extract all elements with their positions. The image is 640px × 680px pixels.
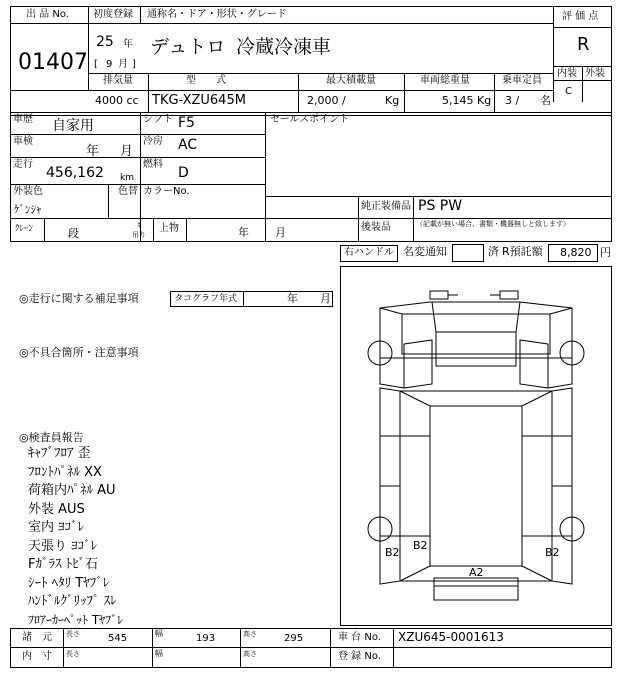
color-label: 外装色 [13,186,43,197]
max-load-label: 最大積載量 [326,75,376,86]
body-type: 冷蔵冷凍車 [236,36,332,58]
outer-height-value: 295 [284,633,304,644]
outer-height-label: 高さ [243,630,257,638]
tachograph-month-unit: 月 [320,292,331,305]
registration-month: 9 [106,59,113,70]
right-door [520,340,548,388]
steering-value: 右ハンドル [344,247,394,258]
ac-value: AC [178,137,198,153]
fuel-label: 燃料 [143,159,163,170]
grade-label: 評 価 点 [562,11,599,22]
inspection-month-unit: 月 [120,144,134,159]
crane-year-unit: 年 [238,226,249,239]
mileage-unit: km [120,173,134,183]
driving-notes-label: ◎走行に関する補足事項 [19,292,139,305]
truck-diagram [340,266,612,626]
inner-height-label: 高さ [243,650,257,658]
left-mirror [430,291,448,299]
crane-stage-unit: 段 [68,227,79,240]
report-line: ﾊﾝﾄﾞﾙｸﾞﾘｯﾌﾟ ｽﾚ [28,594,117,609]
mileage-value: 456,162 [46,165,104,181]
capacity-unit: 名 [540,94,551,107]
crane-month-unit: 月 [275,226,286,239]
ac-label: 冷房 [143,136,163,147]
shift-value: F5 [178,115,195,131]
shift-label: シフト [143,114,173,125]
registration-year: 25 [96,34,114,50]
right-mirror [500,291,518,299]
month-unit: 月 [118,59,128,70]
inner-dimensions-label: 内 寸 [22,651,52,662]
capacity-label: 乗車定員 [502,75,542,86]
crane-top-label: 上物 [159,223,179,234]
windshield [432,302,520,332]
max-load-unit: Kg [385,94,400,107]
month-open-bracket: [ [94,59,98,70]
model-name: デュトロ [150,36,226,58]
mark-b2-inner: B2 [413,539,428,552]
outer-length-value: 545 [108,633,128,644]
outer-width-label: 幅 [155,629,163,638]
mileage-label: 走行 [13,159,33,170]
month-close-bracket: ] [132,59,136,70]
first-registration-label: 初度登録 [93,9,133,20]
gvw-value: 5,145 [442,94,474,107]
outer-length-label: 長さ [66,630,80,638]
inspection-year-unit: 年 [86,144,100,159]
model-code-value: TKG-XZU645M [152,93,246,108]
deposit-label: R預託額 [502,245,543,258]
model-code-label: 型 式 [186,75,226,86]
report-line: 室内 ﾖｺﾞﾚ [28,520,85,535]
outer-width-value: 193 [196,633,216,644]
interior-grade: C [565,86,572,97]
inspector-report-label: ◎検査員報告 [19,431,84,444]
capacity-value: 3 / [505,94,520,107]
mark-b2-left: B2 [385,546,400,559]
report-line: ﾌﾛｱｰｶｰﾍﾟｯﾄ Tﾔﾌﾞﾚ [28,613,124,627]
name-change-notice-box [452,244,484,262]
gvw-unit: Kg [477,94,492,107]
left-door [404,340,432,388]
lot-number-label: 出 品 No. [26,9,69,20]
model-info-label: 通称名・ドア・形状・グレード [147,9,287,20]
history-value: 自家用 [52,118,94,134]
chassis-number: XZU645-0001613 [398,630,504,644]
inner-length-label: 長さ [66,650,80,658]
fuel-value: D [178,165,189,181]
report-line: ｼｰﾄ ﾍﾀﾘ Tﾔﾌﾞﾚ [28,576,110,591]
name-change-notice-label: 名変通知 [403,245,447,258]
exterior-label: 外装 [585,68,605,79]
mark-b2-right: B2 [545,546,560,559]
equipment-value: PS PW [418,198,463,214]
crane-ton-unit: t [138,221,141,229]
max-load-value: 2,000 / [307,94,346,107]
color-value: ｹﾞﾝｼｬ [14,203,42,216]
tachograph-label: タコグラフ年式 [174,294,238,304]
cab-roof [380,302,572,358]
report-line: 天張り ﾖｺﾞﾚ [28,539,98,554]
report-line: 荷箱内ﾊﾟﾈﾙ AU [28,483,116,498]
mark-a2: A2 [469,566,484,579]
color-change-label: 色替 [118,186,138,197]
displacement-label: 排気量 [103,75,133,86]
cargo-box [400,391,552,581]
registration-number-label: 登 録 No. [338,651,381,662]
chassis-label: 車 台 No. [338,632,381,643]
report-line: 外装 AUS [28,502,85,517]
crane-lift-unit: 吊り [132,231,146,239]
lot-number: 01407 [18,50,88,75]
color-number-label: カラーNo. [143,186,190,197]
deposit-value: 8,820 [560,246,592,259]
gvw-label: 車両総重量 [420,75,470,86]
sales-point-label: セールスポイント [270,114,350,125]
inner-width-label: 幅 [155,649,163,658]
outer-dimensions-label: 諸 元 [22,632,52,643]
aftermarket-note: （記載が無い場合、書類・機器無しと致します） [416,220,570,228]
deposit-unit: 円 [600,246,611,259]
inspection-label: 車検 [13,136,33,147]
recycle-done-label: 済 [488,245,499,258]
history-label: 車歴 [13,114,33,125]
displacement-value: 4000 cc [95,94,139,107]
report-line: ｷｬﾌﾞﾌﾛｱ 歪 [28,446,91,461]
report-line: ﾌﾛﾝﾄﾊﾟﾈﾙ XX [28,465,102,480]
report-line: Fｶﾞﾗｽ ﾄﾋﾞ石 [28,557,99,572]
aftermarket-label: 後装品 [361,222,391,233]
interior-label: 内装 [557,68,577,79]
defects-label: ◎不具合箇所・注意事項 [19,346,139,359]
tachograph-year-unit: 年 [287,292,298,305]
crane-label: ｸﾚｰﾝ [15,224,34,234]
year-unit: 年 [123,39,133,50]
equipment-label: 純正装備品 [361,201,411,212]
overall-grade: R [577,34,590,55]
dimensions-frame [10,628,612,668]
